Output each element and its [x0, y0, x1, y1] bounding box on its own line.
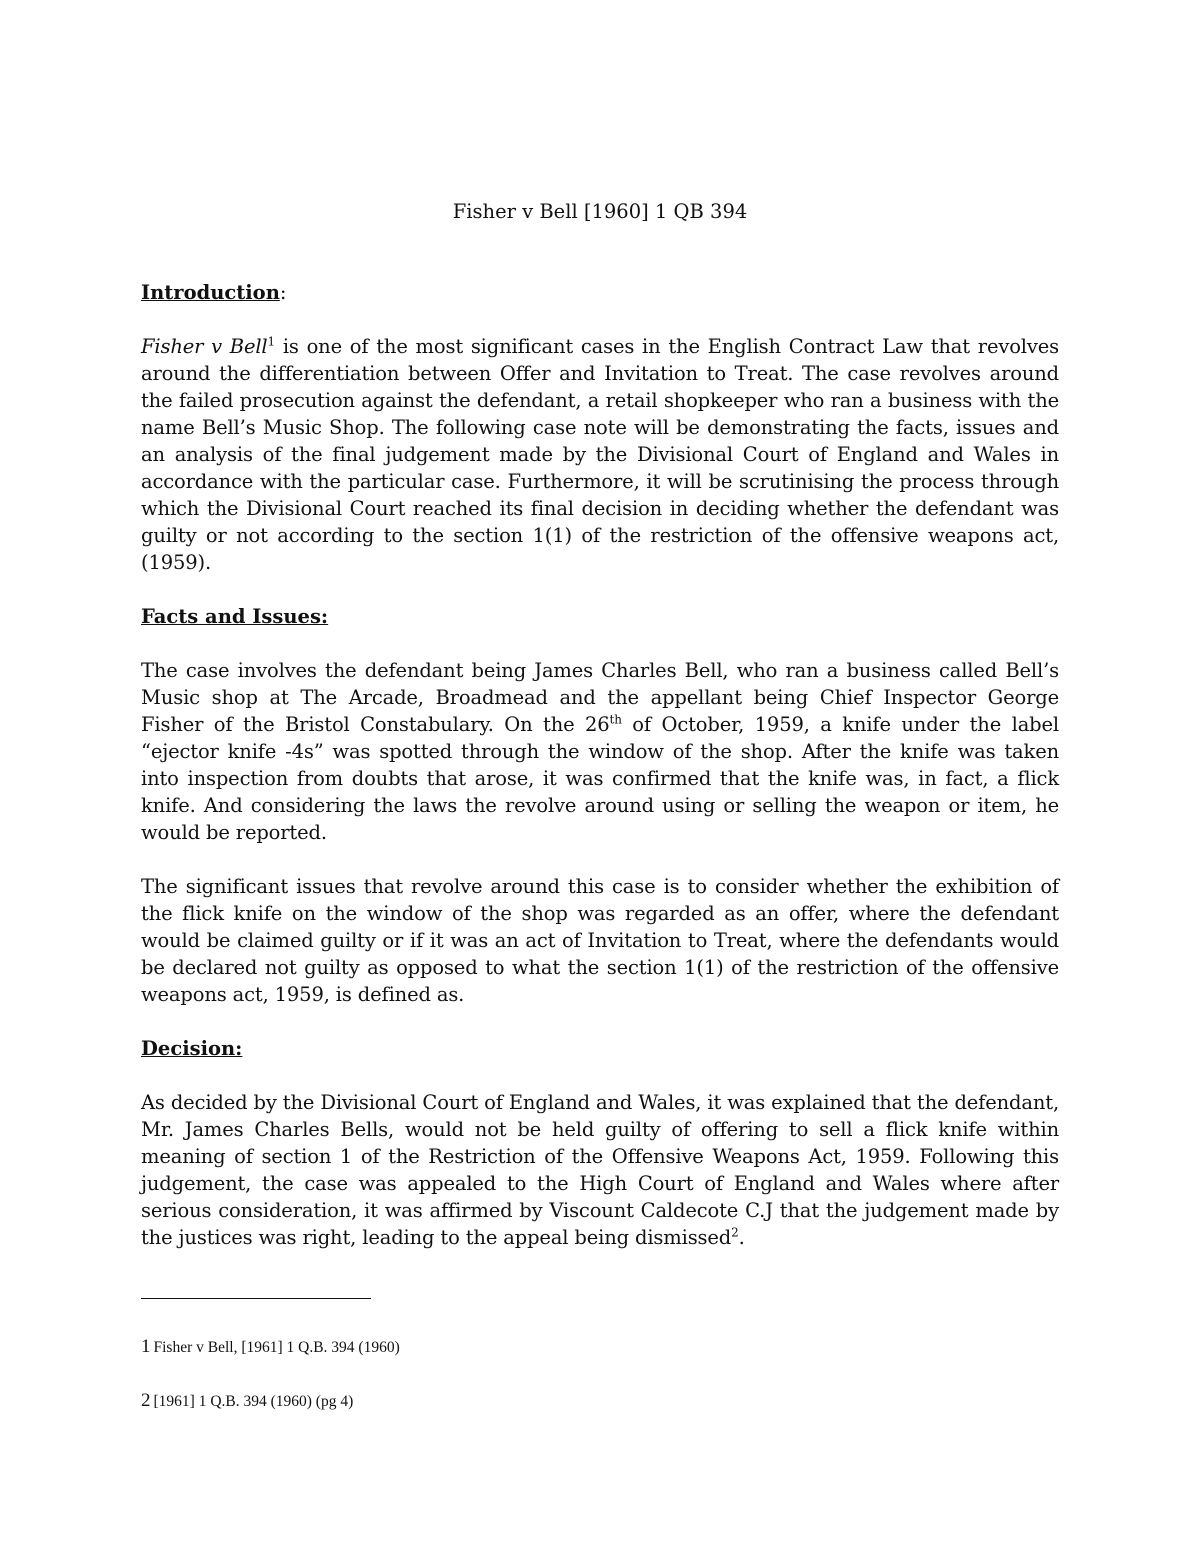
facts-paragraph: The case involves the defendant being James Charles Bell, who ran a business called Bell’s Music shop at The Arcade, Broadmead and the appellant being Chief Inspector George Fisher of the Bristol Constabulary. On the 26th of October, 1959, a knife under the label “ejector knife -4s” was spotted through the window of the shop. After the knife was taken into inspection from doubts that arose, it was confirmed that the knife was, in fact, a flick knife. And considering the laws the revolve around using or selling the weapon or item, he would be reported. — [141, 659, 1059, 844]
decision-heading: Decision: — [141, 1037, 243, 1060]
introduction-heading: Introduction: — [141, 281, 287, 304]
case-name: Fisher v Bell — [141, 335, 268, 358]
footnote-ref-1[interactable]: 1 — [267, 334, 276, 349]
footnote-separator — [141, 1298, 371, 1299]
decision-paragraph: As decided by the Divisional Court of England and Wales, it was explained that the defendant, Mr. James Charles Bells, would not be held guilty of offering to sell a flick knife within meaning of section 1 of the Restriction of the Offensive Weapons Act, 1959. Following this judgement, the case was appealed to the High Court of England and Wales where after serious consideration, it was affirmed by Viscount Caldecote C.J that the judgement made by the justices was right, leading to the appeal being dismissed$^2$. — [141, 1091, 1059, 1249]
footnote-2: 2 [1961] 1 Q.B. 394 (1960) (pg 4) — [141, 1390, 354, 1411]
footnote-1: 1 Fisher v Bell, [1961] 1 Q.B. 394 (1960) — [141, 1336, 400, 1357]
issues-paragraph: The significant issues that revolve around this case is to consider whether the exhibition of the flick knife on the window of the shop was regarded as an offer, where the defendant would be claimed guilty or if it was an act of Invitation to Treat, where the defendants would be declared not guilty as opposed to what the section 1(1) of the restriction of the offensive weapons act, 1959, is defined as. — [141, 875, 1059, 1006]
introduction-paragraph: Fisher v Bell$^1$ is one of the most significant cases in the English Contract Law that revolves around the differentiation between Offer and Invitation to Treat. The case revolves around the failed prosecution against the defendant, a retail shopkeeper who ran a business with the name Bell’s Music Shop. The following case note will be demonstrating the facts, issues and an analysis of the final judgement made by the Divisional Court of England and Wales in accordance with the particular case. Furthermore, it will be scrutinising the process through which the Divisional Court reached its final decision in deciding whether the defendant was guilty or not according to the section 1(1) of the restriction of the offensive weapons act, (1959). — [141, 334, 1059, 574]
footnote-ref-2[interactable]: 2 — [731, 1225, 739, 1240]
document-body — [141, 279, 1059, 1251]
document-title: Fisher v Bell [1960] 1 QB 394 — [452, 200, 748, 223]
facts-heading: Facts and Issues: — [141, 605, 329, 628]
